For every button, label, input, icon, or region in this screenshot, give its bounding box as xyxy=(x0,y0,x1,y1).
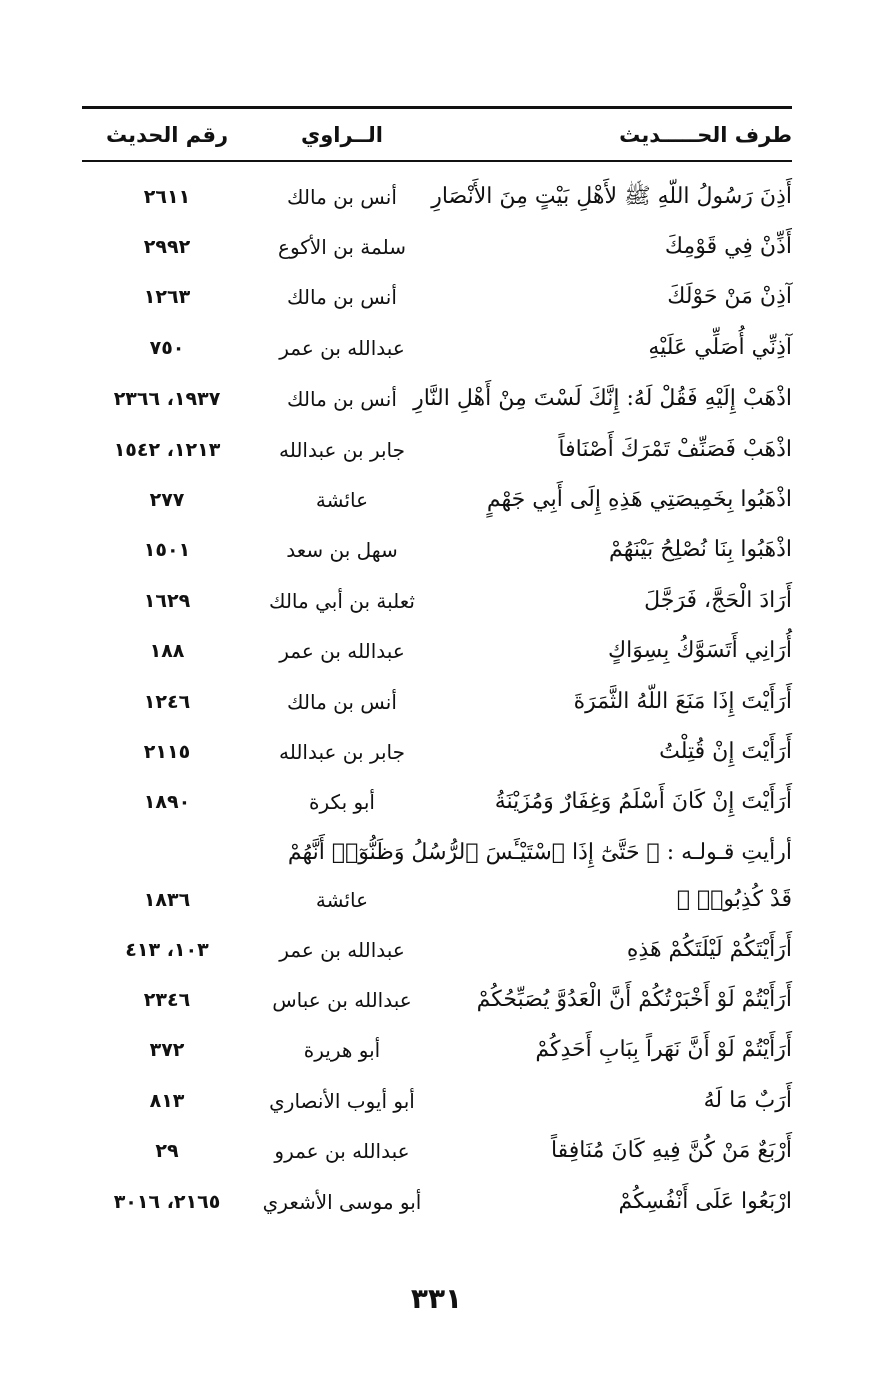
table-row xyxy=(82,927,792,973)
table-row xyxy=(82,977,792,1023)
hadith-text: أَرَبٌ مَا لَهُ xyxy=(703,1088,792,1113)
hadith-text: اذْهَبْ فَصَنِّفْ تَمْرَكَ أَصْنَافاً xyxy=(558,437,792,462)
narrator: أنس بن مالك xyxy=(287,285,397,309)
hadith-text: اذْهَبُوا بِنَا نُصْلِحُ بَيْنَهُمْ xyxy=(609,537,792,562)
narrator: ثعلبة بن أبي مالك xyxy=(268,589,415,613)
narrator: أبو هريرة xyxy=(303,1038,381,1062)
hadith-text: أَرْبَعٌ مَنْ كُنَّ فِيهِ كَانَ مُنَافِقاً xyxy=(550,1138,792,1163)
hadith-text: أَرَأَيْتَكُمْ لَيْلَتَكُمْ هَذِهِ xyxy=(626,937,792,962)
hadith-number: ١٢٤٦ xyxy=(143,691,191,713)
table-row xyxy=(82,1179,792,1225)
hadith-number: ٢٦١١ xyxy=(143,186,191,208)
hadith-number: ١٨٩٠ xyxy=(143,791,191,813)
narrator: عائشة xyxy=(315,488,369,512)
page-number: ٣٣١ xyxy=(410,1282,463,1315)
table-row xyxy=(82,325,792,371)
table-row xyxy=(82,376,792,422)
table-row xyxy=(82,877,792,923)
table-row xyxy=(82,274,792,320)
hadith-text: أرأيتِ قـولـه : ﴿ حَتَّىٰٓ إِذَا ٱسْتَيْـَٔسَ ٱلرُّسُلُ وَظَنُّوٓا۟ أَنَّهُمْ xyxy=(287,840,792,865)
table-row xyxy=(82,1078,792,1124)
hadith-text: أَذِّنْ فِي قَوْمِكَ xyxy=(664,234,792,259)
hadith-text: ارْبَعُوا عَلَى أَنْفُسِكُمْ xyxy=(618,1189,792,1214)
table-row xyxy=(82,427,792,473)
table-row xyxy=(82,729,792,775)
hadith-text: آذِنِّي أُصَلِّي عَلَيْهِ xyxy=(648,335,792,360)
narrator: عائشة xyxy=(315,888,369,912)
table-row xyxy=(82,477,792,523)
narrator: عبدالله بن عمرو xyxy=(274,1139,410,1163)
narrator: عبدالله بن عمر xyxy=(279,639,405,663)
hadith-number: ٢٩٩٢ xyxy=(143,236,191,258)
table-row xyxy=(82,1027,792,1073)
hadith-number: ٧٥٠ xyxy=(149,337,185,359)
table-header xyxy=(82,112,792,158)
hadith-number: ٢٣٤٦ xyxy=(143,989,191,1011)
narrator: أنس بن مالك xyxy=(287,185,397,209)
hadith-number: ٢٩ xyxy=(155,1140,179,1162)
hadith-number: ٢١٦٥، ٣٠١٦ xyxy=(113,1191,221,1213)
narrator: جابر بن عبدالله xyxy=(278,740,406,764)
header-hadith-text: طرف الحـــــديث xyxy=(619,123,792,147)
table-row xyxy=(82,1128,792,1174)
hadith-text: اذْهَبُوا بِخَمِيصَتِي هَذِهِ إِلَى أَبِي جَهْمٍ xyxy=(486,487,792,512)
hadith-text: أَذِنَ رَسُولُ اللّهِ ﷺ لأَهْلِ بَيْتٍ مِنَ الأَنْصَارِ xyxy=(431,184,792,209)
narrator: أبو بكرة xyxy=(309,790,375,814)
table-row xyxy=(82,527,792,573)
narrator: سهل بن سعد xyxy=(286,538,398,562)
header-narrator: الــراوي xyxy=(300,123,383,147)
top-rule xyxy=(82,106,792,109)
table-row xyxy=(82,628,792,674)
narrator: أبو موسى الأشعري xyxy=(262,1190,422,1214)
narrator: سلمة بن الأكوع xyxy=(278,235,406,259)
header-hadith-number: رقم الحديث xyxy=(105,123,229,147)
table-row-continued xyxy=(82,830,792,876)
header-rule xyxy=(82,160,792,162)
hadith-text: أَرَأَيْتَ إِذَا مَنَعَ اللّهُ الثَّمَرَةَ xyxy=(573,689,792,714)
table-row xyxy=(82,174,792,220)
hadith-text: أَرَأَيْتَ إِنْ قُتِلْتُ xyxy=(659,739,792,764)
hadith-text: آذِنْ مَنْ حَوْلَكَ xyxy=(667,284,792,309)
narrator: عبدالله بن عمر xyxy=(279,336,405,360)
hadith-number: ٨١٣ xyxy=(149,1090,185,1112)
hadith-text: أَرَأَيْتُمْ لَوْ أَنَّ نَهَراً بِبَابِ أَحَدِكُمْ xyxy=(535,1037,792,1062)
hadith-number: ٢١١٥ xyxy=(143,741,191,763)
hadith-number: ٣٧٢ xyxy=(149,1039,185,1061)
table-row xyxy=(82,578,792,624)
table-row xyxy=(82,679,792,725)
hadith-number: ٢٧٧ xyxy=(149,489,185,511)
hadith-number: ١٨٨ xyxy=(149,640,185,662)
hadith-text: أَرَأَيْتَ إِنْ كَانَ أَسْلَمُ وَغِفَارٌ وَمُزَيْنَةُ xyxy=(494,789,792,814)
hadith-text: أُرَانِي أَتَسَوَّكُ بِسِوَاكٍ xyxy=(607,638,792,663)
hadith-text: اذْهَبْ إِلَيْهِ فَقُلْ لَهُ: إِنَّكَ لَسْتَ مِنْ أَهْلِ النَّارِ xyxy=(413,386,792,411)
hadith-number: ١٢١٣، ١٥٤٢ xyxy=(113,439,221,461)
narrator: عبدالله بن عباس xyxy=(272,988,412,1012)
narrator: عبدالله بن عمر xyxy=(279,938,405,962)
narrator: أنس بن مالك xyxy=(287,690,397,714)
hadith-number: ١٢٦٣ xyxy=(143,286,191,308)
table-row xyxy=(82,779,792,825)
table-row xyxy=(82,224,792,270)
hadith-number: ١٩٣٧، ٢٣٦٦ xyxy=(113,388,221,410)
hadith-number: ١٨٣٦ xyxy=(143,889,191,911)
hadith-text: أَرَأَيْتُمْ لَوْ أَخْبَرْتُكُمْ أَنَّ الْعَدُوَّ يُصَبِّحُكُمْ xyxy=(476,987,792,1012)
narrator: أنس بن مالك xyxy=(287,387,397,411)
hadith-number: ١٠٣، ٤١٣ xyxy=(125,939,209,961)
narrator: جابر بن عبدالله xyxy=(278,438,406,462)
hadith-text: أَرَادَ الْحَجَّ، فَرَجَّلَ xyxy=(644,588,792,613)
hadith-number: ١٥٠١ xyxy=(143,539,191,561)
hadith-text: قَدْ كُذِبُوا۟ ﴾ xyxy=(676,887,792,912)
narrator: أبو أيوب الأنصاري xyxy=(269,1089,415,1113)
hadith-number: ١٦٢٩ xyxy=(143,590,191,612)
